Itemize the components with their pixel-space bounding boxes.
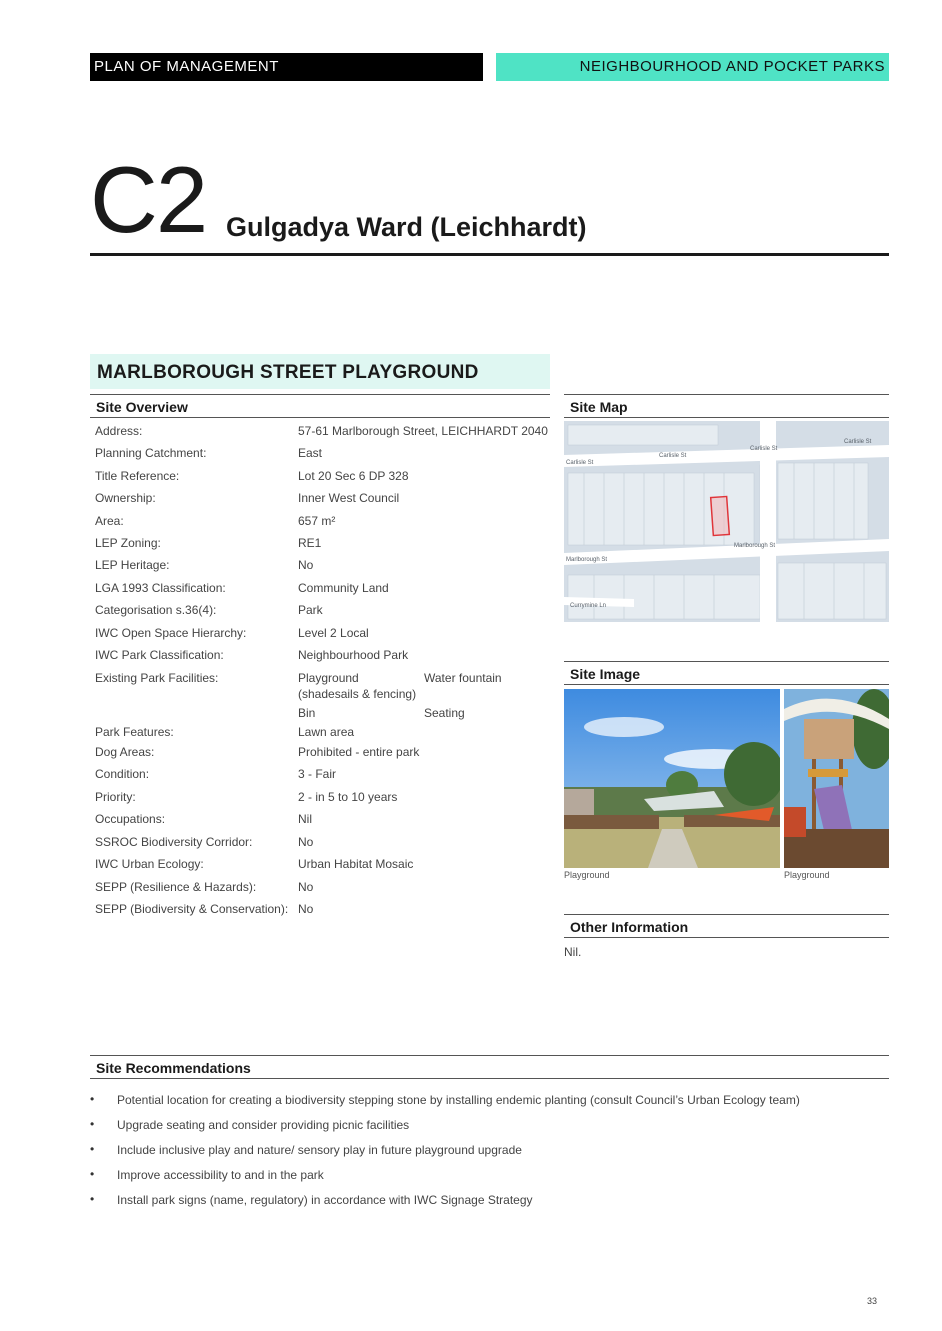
header-section-name: NEIGHBOURHOOD AND POCKET PARKS xyxy=(496,53,889,81)
overview-value-lep-heritage: No xyxy=(298,558,314,572)
facility-playground-note: (shadesails & fencing) xyxy=(298,687,417,701)
overview-label-address: Address: xyxy=(95,424,143,438)
map-label-marlborough-2: Marlborough St xyxy=(734,543,776,549)
map-label-carlisle-1: Carlisle St xyxy=(566,460,594,466)
bullet-marker: • xyxy=(90,1167,95,1181)
bullet-marker: • xyxy=(90,1117,95,1131)
overview-value-catchment: East xyxy=(298,446,323,460)
overview-value-occupations: Nil xyxy=(298,812,312,826)
map-label-carlisle-2: Carlisle St xyxy=(659,453,687,459)
overview-label-sepp-resilience: SEPP (Resilience & Hazards): xyxy=(95,880,257,894)
overview-label-categorisation: Categorisation s.36(4): xyxy=(95,603,217,617)
overview-label-hierarchy: IWC Open Space Hierarchy: xyxy=(95,626,247,640)
overview-label-occupations: Occupations: xyxy=(95,812,166,826)
overview-value-title-ref: Lot 20 Sec 6 DP 328 xyxy=(298,469,409,483)
facility-water-fountain: Water fountain xyxy=(424,671,502,685)
bullet-marker: • xyxy=(90,1192,95,1206)
section-code: C2 xyxy=(90,147,207,252)
overview-label-condition: Condition: xyxy=(95,767,150,781)
facility-seating: Seating xyxy=(424,706,465,720)
overview-label-priority: Priority: xyxy=(95,790,136,804)
bullet-marker: • xyxy=(90,1092,95,1106)
map-label-carlisle-3: Carlisle St xyxy=(750,446,778,452)
playground-photo-wide xyxy=(564,689,780,868)
park-name-heading: MARLBOROUGH STREET PLAYGROUND xyxy=(90,354,550,389)
overview-label-sepp-biodiversity: SEPP (Biodiversity & Conservation): xyxy=(95,902,289,916)
overview-value-condition: 3 - Fair xyxy=(298,767,337,781)
recommendation-item: Install park signs (name, regulatory) in accordance with IWC Signage Strategy xyxy=(117,1193,533,1207)
overview-label-dog-areas: Dog Areas: xyxy=(95,745,155,759)
site-overview-heading: Site Overview xyxy=(90,394,550,418)
page-number: 33 xyxy=(867,1296,878,1306)
overview-label-area: Area: xyxy=(95,514,124,528)
site-image-heading: Site Image xyxy=(564,661,889,685)
ward-title: Gulgadya Ward (Leichhardt) xyxy=(226,212,587,242)
recommendation-item: Improve accessibility to and in the park xyxy=(117,1168,324,1182)
playground-photo-slide xyxy=(784,689,889,868)
overview-label-urban-ecology: IWC Urban Ecology: xyxy=(95,857,204,871)
site-map xyxy=(564,421,889,622)
overview-label-facilities: Existing Park Facilities: xyxy=(95,671,219,685)
overview-value-address: 57-61 Marlborough Street, LEICHHARDT 2040 xyxy=(298,424,548,438)
overview-value-lga-classification: Community Land xyxy=(298,581,389,595)
overview-label-catchment: Planning Catchment: xyxy=(95,446,207,460)
photo-caption-1: Playground xyxy=(564,870,610,880)
overview-label-lga-classification: LGA 1993 Classification: xyxy=(95,581,226,595)
map-label-currymine: Currymine Ln xyxy=(570,603,607,609)
site-map-heading: Site Map xyxy=(564,394,889,418)
title-rule xyxy=(90,253,889,256)
overview-value-ownership: Inner West Council xyxy=(298,491,400,505)
overview-value-priority: 2 - in 5 to 10 years xyxy=(298,790,398,804)
overview-value-ssroc: No xyxy=(298,835,314,849)
site-map-graphic xyxy=(564,421,889,622)
overview-label-park-features: Park Features: xyxy=(95,725,174,739)
overview-value-area: 657 m² xyxy=(298,514,336,528)
photo-caption-2: Playground xyxy=(784,870,830,880)
header-plan-of-management: PLAN OF MANAGEMENT xyxy=(90,53,483,81)
overview-value-sepp-resilience: No xyxy=(298,880,314,894)
overview-value-park-classification: Neighbourhood Park xyxy=(298,648,409,662)
overview-label-ssroc: SSROC Biodiversity Corridor: xyxy=(95,835,253,849)
overview-value-lep-zoning: RE1 xyxy=(298,536,322,550)
overview-value-park-features: Lawn area xyxy=(298,725,355,739)
recommendation-item: Include inclusive play and nature/ sensory play in future playground upgrade xyxy=(117,1143,522,1157)
recommendation-item: Upgrade seating and consider providing picnic facilities xyxy=(117,1118,410,1132)
overview-value-categorisation: Park xyxy=(298,603,323,617)
facility-bin: Bin xyxy=(298,706,316,720)
overview-value-hierarchy: Level 2 Local xyxy=(298,626,369,640)
facility-playground: Playground xyxy=(298,671,359,685)
overview-value-dog-areas: Prohibited - entire park xyxy=(298,745,420,759)
overview-label-title-ref: Title Reference: xyxy=(95,469,180,483)
map-label-carlisle-4: Carlisle St xyxy=(844,439,872,445)
overview-value-urban-ecology: Urban Habitat Mosaic xyxy=(298,857,414,871)
map-label-marlborough-1: Marlborough St xyxy=(566,557,608,563)
bullet-marker: • xyxy=(90,1142,95,1156)
recommendation-item: Potential location for creating a biodiversity stepping stone by installing endemic planting (consult Council’s Urban Ecology team) xyxy=(117,1093,800,1107)
site-recommendations-heading: Site Recommendations xyxy=(90,1055,889,1079)
park-location-marker xyxy=(711,496,730,535)
other-information-heading: Other Information xyxy=(564,914,889,938)
overview-label-park-classification: IWC Park Classification: xyxy=(95,648,224,662)
overview-label-ownership: Ownership: xyxy=(95,491,156,505)
overview-value-sepp-biodiversity: No xyxy=(298,902,314,916)
overview-label-lep-heritage: LEP Heritage: xyxy=(95,558,170,572)
other-information-text: Nil. xyxy=(564,945,582,959)
overview-label-lep-zoning: LEP Zoning: xyxy=(95,536,161,550)
